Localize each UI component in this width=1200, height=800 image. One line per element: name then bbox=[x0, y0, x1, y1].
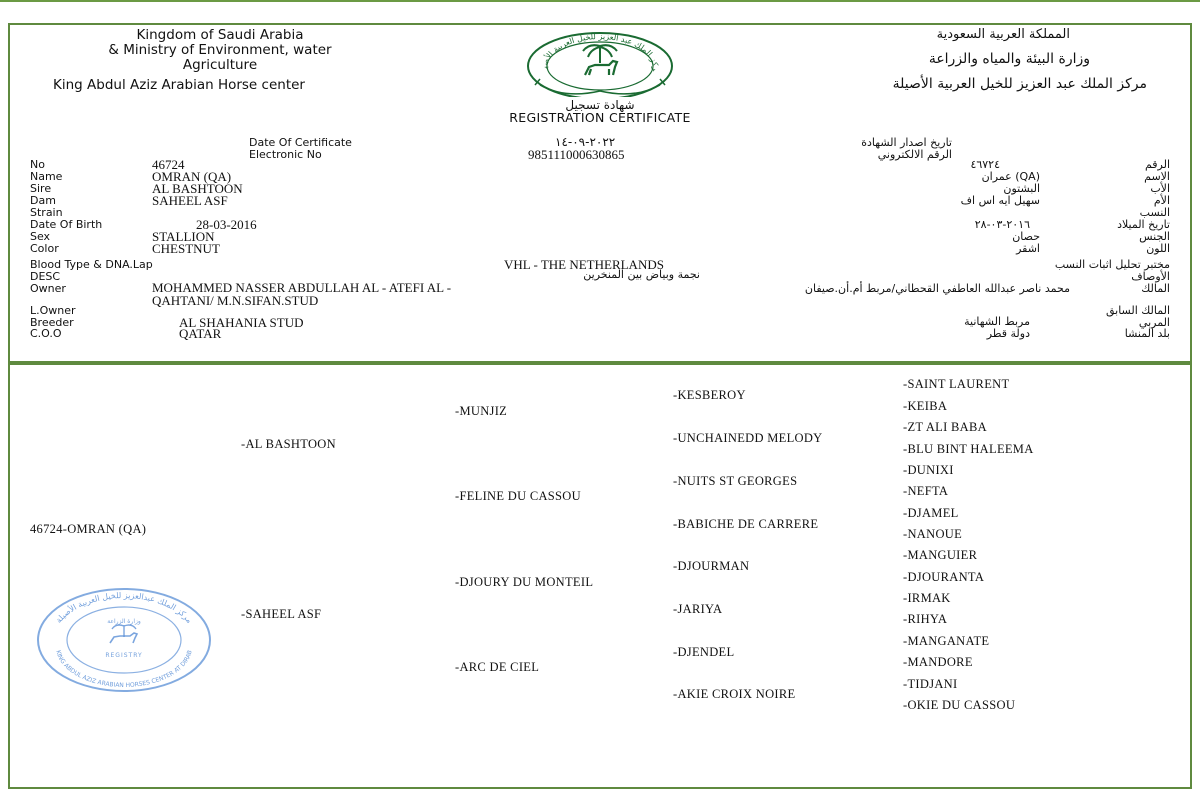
field-value-en-dob: 28-03-2016 bbox=[196, 217, 257, 232]
coo-value-ar: دولة قطر bbox=[986, 327, 1030, 340]
field-value-en-name: OMRAN (QA) bbox=[152, 169, 232, 184]
field-label-en-sire: Sire bbox=[30, 182, 52, 195]
field-value-ar-dam: سهيل ايه اس اف bbox=[960, 194, 1040, 207]
svg-text:مركز الملك عبدالعزيز للخيل الع: مركز الملك عبدالعزيز للخيل العربية الأصيلة bbox=[54, 590, 194, 625]
cert-title-en: REGISTRATION CERTIFICATE bbox=[509, 110, 691, 125]
field-label-en-name: Name bbox=[30, 170, 63, 183]
field-value-en-sire: AL BASHTOON bbox=[152, 181, 243, 196]
field-label-ar-color: اللون bbox=[1146, 242, 1170, 255]
pedigree-gen2-item: -ARC DE CIEL bbox=[455, 660, 540, 674]
field-label-en-dob: Date Of Birth bbox=[30, 218, 103, 231]
pedigree-gen3-item: -AKIE CROIX NOIRE bbox=[673, 687, 796, 701]
breeder-label-ar: المربي bbox=[1138, 316, 1170, 329]
pedigree-gen4-item: -BLU BINT HALEEMA bbox=[903, 442, 1034, 456]
field-label-en-color: Color bbox=[30, 242, 59, 255]
header-right-line-3: مركز الملك عبد العزيز للخيل العربية الأصيلة bbox=[892, 76, 1147, 92]
pedigree-gen4-item: -RIHYA bbox=[903, 612, 948, 626]
owner-value-en bbox=[152, 281, 451, 307]
desc-label-en: DESC bbox=[30, 270, 61, 283]
field-label-en-no: No bbox=[30, 158, 45, 171]
field-value-en-no: 46724 bbox=[152, 157, 185, 172]
owner-label-en: Owner bbox=[30, 282, 66, 295]
center-logo bbox=[525, 29, 675, 97]
field-label-ar-no: الرقم bbox=[1144, 158, 1170, 171]
owner-value-ar: محمد ناصر عبدالله العاطفي القحطاني/مربط أم.أن.صيفان bbox=[804, 282, 1070, 295]
field-label-ar-dob: تاريخ الميلاد bbox=[1117, 218, 1170, 231]
blood-value: VHL - THE NETHERLANDS bbox=[504, 257, 664, 272]
pedigree-dam: -SAHEEL ASF bbox=[241, 607, 322, 621]
date-value: ٢٠٢٢-٠٩-١٤ bbox=[555, 135, 616, 149]
pedigree-gen4-item: -KEIBA bbox=[903, 399, 948, 413]
pedigree-gen4-item: -NEFTA bbox=[903, 484, 949, 498]
owner-label-ar: المالك bbox=[1141, 282, 1170, 295]
svg-text:REGISTRY: REGISTRY bbox=[105, 652, 143, 659]
desc-value-ar: نجمة وبياض بين المنخرين bbox=[583, 268, 700, 281]
pedigree-gen4-item: -MANDORE bbox=[903, 655, 973, 669]
pedigree-gen4-item: -DJOURANTA bbox=[903, 570, 985, 584]
blood-label-ar: مختبر تحليل اثبات النسب bbox=[1054, 258, 1170, 271]
pedigree-gen4-item: -DJAMEL bbox=[903, 506, 959, 520]
header-left-line-1: Kingdom of Saudi Arabia bbox=[136, 27, 304, 43]
pedigree-gen3-item: -KESBEROY bbox=[673, 388, 746, 402]
field-value-ar-name: (QA) عمران bbox=[981, 170, 1040, 183]
owner-value-line-2: QAHTANI/ M.N.SIFAN.STUD bbox=[152, 293, 319, 308]
coo-label-en: C.O.O bbox=[30, 327, 62, 340]
pedigree-gen3-item: -JARIYA bbox=[673, 602, 723, 616]
field-value-en-sex: STALLION bbox=[152, 229, 215, 244]
date-label-ar: تاريخ اصدار الشهادة bbox=[861, 136, 952, 149]
pedigree-gen2-item: -MUNJIZ bbox=[455, 404, 508, 418]
pedigree-sire: -AL BASHTOON bbox=[241, 437, 336, 451]
breeder-label-en: Breeder bbox=[30, 316, 74, 329]
pedigree-panel bbox=[8, 363, 1192, 789]
svg-text:KING ABDUL AZIZ ARABIAN HORSES: KING ABDUL AZIZ ARABIAN HORSES CENTER AT DIRAB bbox=[54, 649, 194, 690]
owner-value-line-1: MOHAMMED NASSER ABDULLAH AL - ATEFI AL - bbox=[152, 280, 452, 295]
pedigree-gen3-item: -DJOURMAN bbox=[673, 559, 750, 573]
pedigree-gen2-item: -DJOURY DU MONTEIL bbox=[455, 575, 594, 589]
coo-label-ar: بلد المنشا bbox=[1124, 327, 1170, 340]
field-value-ar-sire: البشتون bbox=[1003, 182, 1040, 195]
pedigree-gen4-item: -MANGUIER bbox=[903, 548, 978, 562]
header-right-line-1: المملكة العربية السعودية bbox=[936, 27, 1070, 42]
lowner-label-en: L.Owner bbox=[30, 304, 76, 317]
header-left-block bbox=[70, 28, 370, 73]
header-left-line-3: Agriculture bbox=[182, 57, 258, 73]
field-label-ar-name: الاسم bbox=[1144, 170, 1170, 183]
pedigree-subject: 46724-OMRAN (QA) bbox=[30, 522, 147, 536]
field-label-ar-strain: النسب bbox=[1139, 206, 1170, 219]
svg-text:وزارة الزراعة: وزارة الزراعة bbox=[107, 618, 141, 625]
pedigree-gen3-item: -DJENDEL bbox=[673, 645, 735, 659]
breeder-value-ar: مربط الشهانية bbox=[964, 315, 1030, 328]
pedigree-gen3-item: -BABICHE DE CARRERE bbox=[673, 517, 819, 531]
field-value-en-dam: SAHEEL ASF bbox=[152, 193, 228, 208]
electronic-label-ar: الرقم الالكتروني bbox=[877, 148, 952, 161]
date-label-en: Date Of Certificate bbox=[249, 136, 352, 149]
pedigree-gen4-item: -IRMAK bbox=[903, 591, 951, 605]
blood-label-en: Blood Type & DNA.Lap bbox=[30, 258, 153, 271]
center-name-en: King Abdul Aziz Arabian Horse center bbox=[53, 77, 305, 93]
cert-title-ar: شهادة تسجيل bbox=[565, 98, 635, 112]
top-border-line bbox=[0, 0, 1200, 2]
pedigree-gen4-item: -NANOUE bbox=[903, 527, 963, 541]
field-value-ar-sex: حصان bbox=[1012, 230, 1040, 243]
coo-value-en: QATAR bbox=[179, 326, 222, 341]
pedigree-gen4-item: -TIDJANI bbox=[903, 677, 958, 691]
pedigree-gen2-item: -FELINE DU CASSOU bbox=[455, 489, 581, 503]
breeder-value-en: AL SHAHANIA STUD bbox=[179, 315, 304, 330]
header-left-line-2: & Ministry of Environment, water bbox=[108, 42, 332, 58]
field-label-ar-sex: الجنس bbox=[1139, 230, 1170, 243]
lowner-label-ar: المالك السابق bbox=[1105, 304, 1170, 317]
official-stamp bbox=[34, 585, 214, 695]
pedigree-gen4-item: -MANGANATE bbox=[903, 634, 990, 648]
field-label-en-sex: Sex bbox=[30, 230, 51, 243]
pedigree-gen4-item: -OKIE DU CASSOU bbox=[903, 698, 1016, 712]
pedigree-gen4-item: -SAINT LAURENT bbox=[903, 377, 1010, 391]
header-right-line-2: وزارة البيئة والمياه والزراعة bbox=[928, 51, 1090, 67]
field-value-ar-dob: ٢٠١٦-٠٣-٢٨ bbox=[974, 218, 1030, 231]
field-label-en-strain: Strain bbox=[30, 206, 63, 219]
svg-text:مركز الملك عبد العزيز للخيل ال: ركز الملك عبد العزيز للخيل العربية الأصيلة bbox=[539, 31, 661, 72]
pedigree-gen3-item: -NUITS ST GEORGES bbox=[673, 474, 798, 488]
field-label-ar-sire: الأب bbox=[1150, 182, 1170, 195]
field-label-ar-dam: الأم bbox=[1153, 194, 1170, 207]
field-value-ar-color: اشقر bbox=[1016, 242, 1040, 255]
field-value-en-color: CHESTNUT bbox=[152, 241, 220, 256]
pedigree-gen4-item: -DUNIXI bbox=[903, 463, 954, 477]
pedigree-gen4-item: -ZT ALI BABA bbox=[903, 420, 987, 434]
desc-label-ar: الأوصاف bbox=[1131, 270, 1170, 283]
field-value-ar-no: ٤٦٧٢٤ bbox=[970, 158, 1000, 171]
pedigree-gen3-item: -UNCHAINEDD MELODY bbox=[673, 431, 823, 445]
electronic-label-en: Electronic No bbox=[249, 148, 322, 161]
field-label-en-dam: Dam bbox=[30, 194, 56, 207]
electronic-value: 985111000630865 bbox=[528, 147, 625, 162]
